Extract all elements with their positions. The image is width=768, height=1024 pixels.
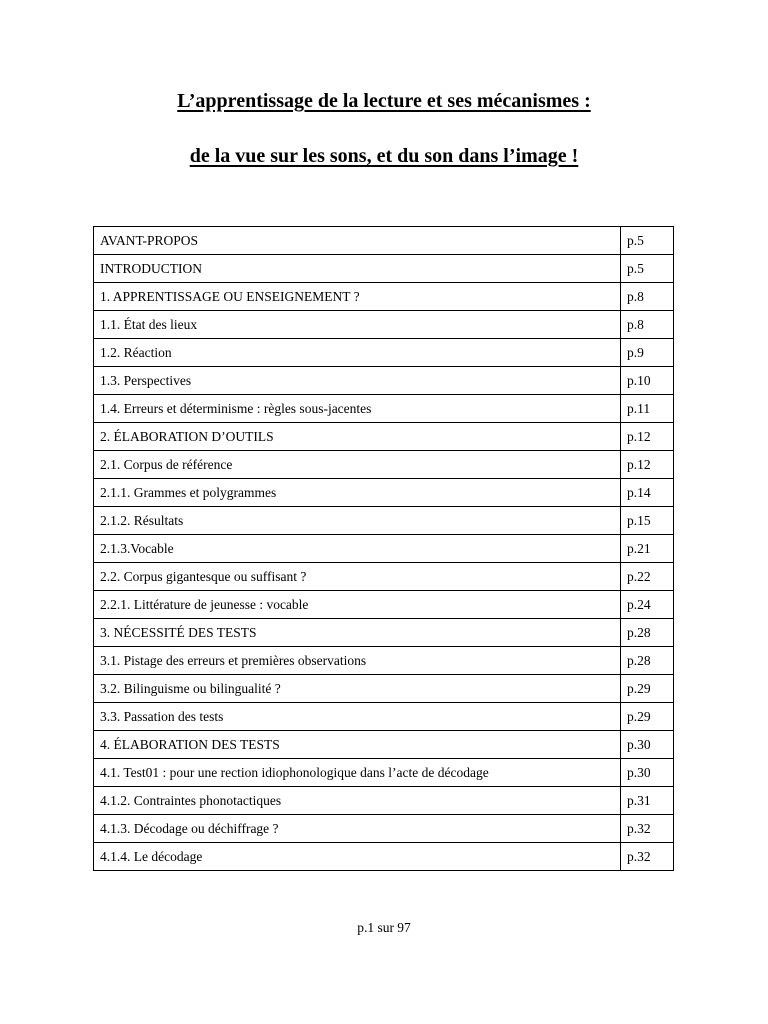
document-subtitle: de la vue sur les sons, et du son dans l’image ! <box>189 145 579 167</box>
toc-entry-label: 2.1.3.Vocable <box>94 535 621 563</box>
toc-entry-label: 4.1.3. Décodage ou déchiffrage ? <box>94 815 621 843</box>
toc-entry-label: 2.1.2. Résultats <box>94 507 621 535</box>
table-row <box>94 731 674 759</box>
toc-entry-page: p.32 <box>621 843 674 871</box>
table-row <box>94 311 674 339</box>
table-row <box>94 507 674 535</box>
table-row <box>94 339 674 367</box>
toc-entry-page: p.14 <box>621 479 674 507</box>
table-row <box>94 367 674 395</box>
table-row <box>94 703 674 731</box>
table-row <box>94 591 674 619</box>
toc-entry-label: 4. ÉLABORATION DES TESTS <box>94 731 621 759</box>
table-row <box>94 815 674 843</box>
toc-entry-page: p.32 <box>621 815 674 843</box>
table-row <box>94 395 674 423</box>
toc-entry-page: p.30 <box>621 731 674 759</box>
toc-entry-label: 3. NÉCESSITÉ DES TESTS <box>94 619 621 647</box>
toc-entry-label: 1.1. État des lieux <box>94 311 621 339</box>
toc-entry-label: 2. ÉLABORATION D’OUTILS <box>94 423 621 451</box>
toc-entry-page: p.10 <box>621 367 674 395</box>
toc-entry-label: 4.1. Test01 : pour une rection idiophonologique dans l’acte de décodage <box>94 759 621 787</box>
table-of-contents <box>93 226 674 871</box>
document-title: L’apprentissage de la lecture et ses mécanismes : <box>177 90 591 112</box>
toc-entry-page: p.24 <box>621 591 674 619</box>
toc-entry-label: 1.3. Perspectives <box>94 367 621 395</box>
toc-entry-page: p.12 <box>621 451 674 479</box>
toc-entry-label: 2.1.1. Grammes et polygrammes <box>94 479 621 507</box>
table-row <box>94 759 674 787</box>
toc-entry-label: 1.2. Réaction <box>94 339 621 367</box>
toc-entry-label: 2.1. Corpus de référence <box>94 451 621 479</box>
toc-entry-label: 2.2. Corpus gigantesque ou suffisant ? <box>94 563 621 591</box>
table-row <box>94 255 674 283</box>
toc-entry-page: p.5 <box>621 227 674 255</box>
toc-entry-page: p.8 <box>621 283 674 311</box>
table-row <box>94 535 674 563</box>
toc-entry-label: 4.1.2. Contraintes phonotactiques <box>94 787 621 815</box>
toc-entry-page: p.29 <box>621 675 674 703</box>
toc-entry-label: INTRODUCTION <box>94 255 621 283</box>
toc-entry-page: p.8 <box>621 311 674 339</box>
toc-entry-page: p.11 <box>621 395 674 423</box>
toc-entry-label: 1.4. Erreurs et déterminisme : règles sous-jacentes <box>94 395 621 423</box>
toc-entry-label: 4.1.4. Le décodage <box>94 843 621 871</box>
table-row <box>94 227 674 255</box>
table-row <box>94 283 674 311</box>
page-number-footer: p.1 sur 97 <box>357 920 411 935</box>
table-row <box>94 479 674 507</box>
table-row <box>94 563 674 591</box>
table-row <box>94 451 674 479</box>
table-row <box>94 619 674 647</box>
toc-entry-page: p.12 <box>621 423 674 451</box>
toc-entry-label: 3.2. Bilinguisme ou bilingualité ? <box>94 675 621 703</box>
toc-entry-label: 3.3. Passation des tests <box>94 703 621 731</box>
toc-entry-page: p.28 <box>621 619 674 647</box>
toc-entry-label: 1. APPRENTISSAGE OU ENSEIGNEMENT ? <box>94 283 621 311</box>
toc-entry-page: p.31 <box>621 787 674 815</box>
toc-entry-page: p.15 <box>621 507 674 535</box>
toc-entry-label: 2.2.1. Littérature de jeunesse : vocable <box>94 591 621 619</box>
toc-entry-page: p.30 <box>621 759 674 787</box>
table-row <box>94 843 674 871</box>
toc-entry-page: p.22 <box>621 563 674 591</box>
table-row <box>94 647 674 675</box>
toc-entry-page: p.9 <box>621 339 674 367</box>
toc-entry-label: 3.1. Pistage des erreurs et premières observations <box>94 647 621 675</box>
table-row <box>94 423 674 451</box>
table-row <box>94 675 674 703</box>
toc-entry-page: p.28 <box>621 647 674 675</box>
toc-entry-page: p.21 <box>621 535 674 563</box>
toc-entry-label: AVANT-PROPOS <box>94 227 621 255</box>
table-row <box>94 787 674 815</box>
toc-entry-page: p.5 <box>621 255 674 283</box>
toc-entry-page: p.29 <box>621 703 674 731</box>
